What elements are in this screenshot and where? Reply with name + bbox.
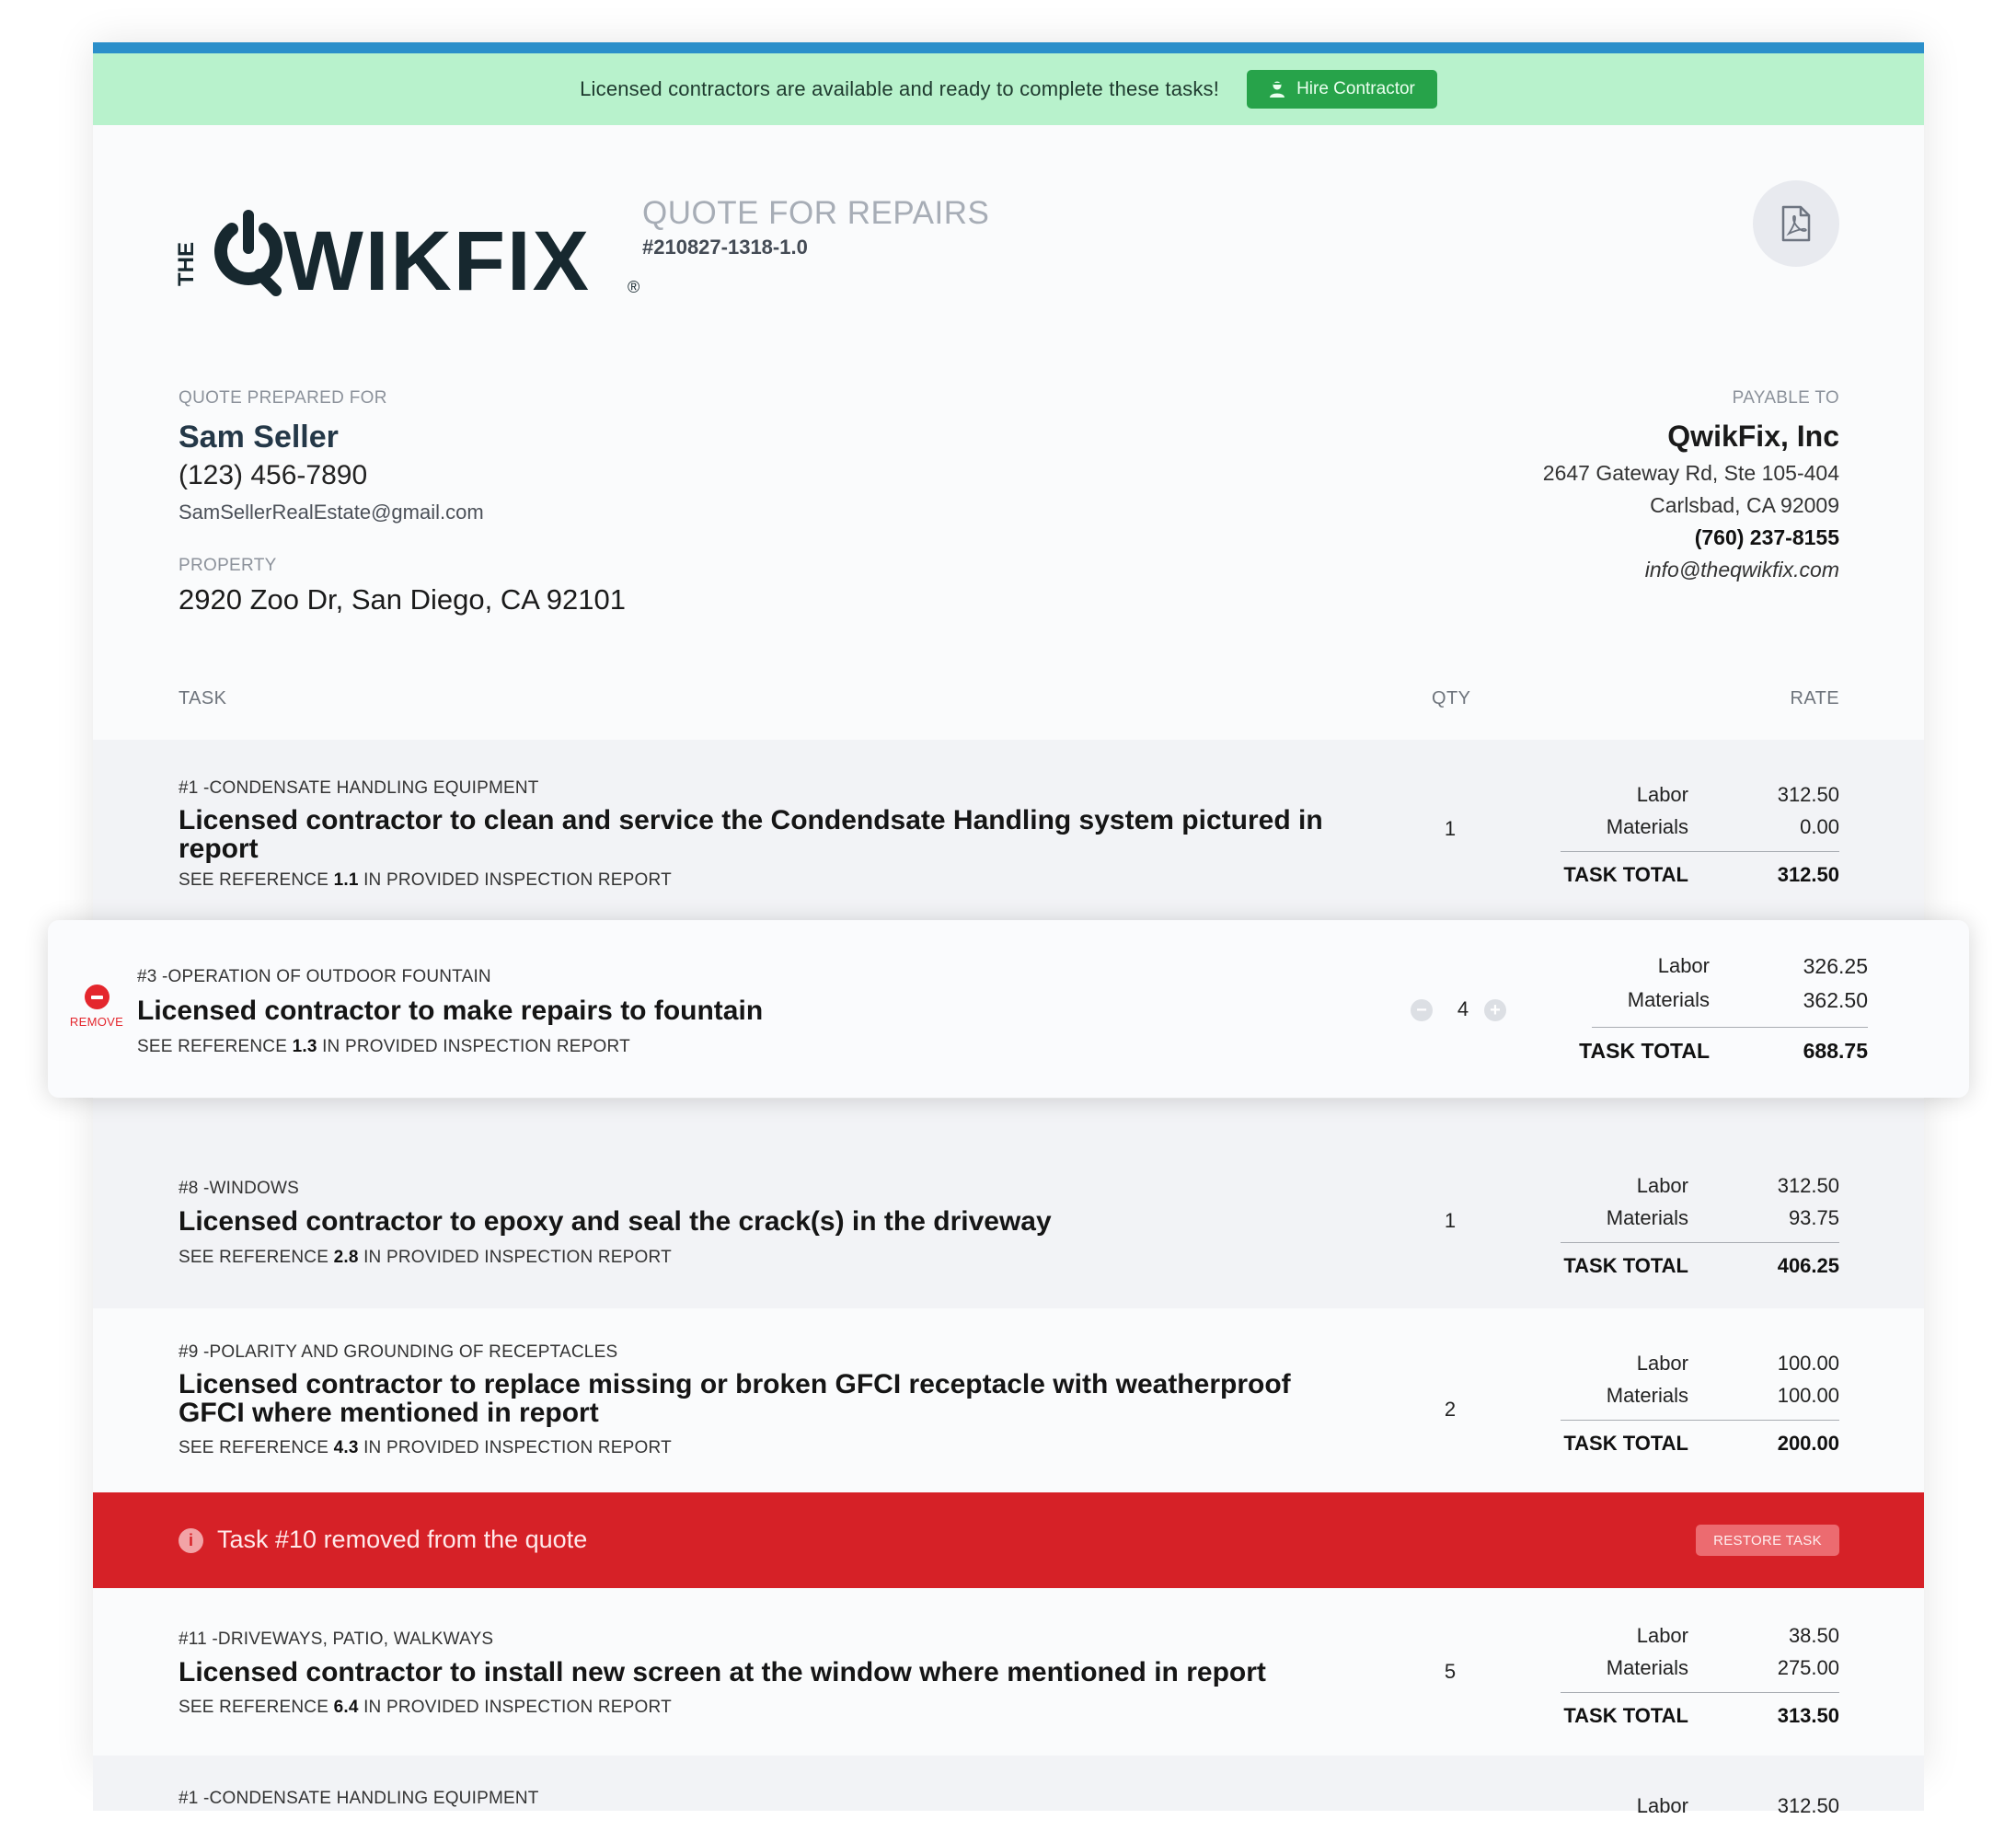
materials-value: 100.00: [1777, 1384, 1839, 1407]
qwikfix-logo: [174, 180, 644, 308]
task-row: [93, 1099, 1924, 1308]
task-rates: [1561, 783, 1839, 893]
labor-label: Labor: [1636, 1624, 1688, 1647]
logo-wordmark: WIKFIX: [283, 214, 591, 308]
hire-contractor-label: Hire Contractor: [1296, 79, 1415, 98]
materials-value: 93.75: [1788, 1206, 1839, 1229]
task-reference: SEE REFERENCE 6.4 IN PROVIDED INSPECTION REPORT: [179, 1698, 672, 1717]
task-row: [93, 1588, 1924, 1756]
task-rates: [1561, 1352, 1839, 1462]
task-total-value: 688.75: [1803, 1039, 1868, 1063]
task-total-label: TASK TOTAL: [1563, 1704, 1688, 1727]
increase-qty-button[interactable]: +: [1484, 999, 1506, 1021]
column-header-qty: QTY: [1432, 688, 1471, 708]
prepared-for-label: QUOTE PREPARED FOR: [179, 388, 387, 408]
rate-divider: [1592, 1027, 1868, 1028]
registered-mark: ®: [628, 278, 640, 296]
task-row-highlighted: [48, 920, 1969, 1098]
task-qty: 5: [1444, 1660, 1457, 1683]
task-row: [93, 740, 1924, 924]
labor-label: Labor: [1636, 1352, 1688, 1375]
task-rates: [1561, 1794, 1839, 1831]
materials-label: Materials: [1606, 1206, 1688, 1229]
task-category: #1 -CONDENSATE HANDLING EQUIPMENT: [179, 778, 539, 798]
rate-divider: [1561, 1420, 1839, 1421]
logo-power-q: [221, 215, 276, 291]
materials-label: Materials: [1606, 1384, 1688, 1407]
task-removed-notice: [93, 1492, 1924, 1588]
property-label: PROPERTY: [179, 556, 277, 575]
task-title: Licensed contractor to make repairs to fountain: [137, 996, 764, 1026]
task-rates: [1561, 1624, 1839, 1734]
materials-label: Materials: [1627, 988, 1710, 1011]
client-email: SamSellerRealEstate@gmail.com: [179, 501, 484, 524]
payee-email: info@theqwikfix.com: [1644, 558, 1839, 582]
labor-label: Labor: [1657, 954, 1710, 977]
payable-to-block: [1543, 388, 1839, 582]
task-total-value: 200.00: [1777, 1432, 1839, 1455]
property-address: 2920 Zoo Dr, San Diego, CA 92101: [179, 583, 626, 616]
task-total-value: 313.50: [1777, 1704, 1839, 1727]
logo-the-text: THE: [174, 242, 199, 286]
task-category: #9 -POLARITY AND GROUNDING OF RECEPTACLES: [179, 1342, 618, 1362]
labor-value: 312.50: [1777, 783, 1839, 806]
quote-card: [93, 42, 1924, 1817]
labor-value: 100.00: [1777, 1352, 1839, 1375]
task-reference: SEE REFERENCE 1.3 IN PROVIDED INSPECTION REPORT: [137, 1037, 630, 1056]
rate-divider: [1561, 1692, 1839, 1693]
task-reference: SEE REFERENCE 2.8 IN PROVIDED INSPECTION REPORT: [179, 1248, 672, 1267]
task-category: #3 -OPERATION OF OUTDOOR FOUNTAIN: [137, 967, 491, 986]
quote-title: QUOTE FOR REPAIRS: [642, 195, 990, 231]
materials-label: Materials: [1606, 1656, 1688, 1679]
decrease-qty-button[interactable]: −: [1411, 999, 1433, 1021]
labor-value: 38.50: [1788, 1624, 1839, 1647]
banner-message: Licensed contractors are available and ready to complete these tasks!: [580, 77, 1220, 100]
task-total-label: TASK TOTAL: [1579, 1039, 1710, 1063]
labor-label: Labor: [1636, 783, 1688, 806]
task-rates: [1579, 954, 1868, 1065]
materials-value: 0.00: [1800, 815, 1839, 838]
rate-divider: [1561, 851, 1839, 852]
task-qty: 2: [1444, 1398, 1457, 1421]
task-total-value: 312.50: [1777, 863, 1839, 886]
task-title: Licensed contractor to clean and service the Condendsate Handling system pictured in report: [179, 805, 1323, 864]
client-name: Sam Seller: [179, 420, 339, 455]
task-reference: SEE REFERENCE 1.1 IN PROVIDED INSPECTION REPORT: [179, 870, 672, 890]
remove-icon: [85, 985, 109, 1009]
task-total-label: TASK TOTAL: [1563, 1432, 1688, 1455]
task-category: #1 -CONDENSATE HANDLING EQUIPMENT: [179, 1789, 539, 1808]
materials-label: Materials: [1606, 815, 1688, 838]
column-header-task: TASK: [179, 688, 227, 708]
quote-number: #210827-1318-1.0: [642, 236, 808, 259]
column-header-rate: RATE: [1790, 688, 1839, 708]
remove-task-button[interactable]: [64, 985, 129, 1029]
info-icon: i: [179, 1528, 203, 1553]
payee-company: QwikFix, Inc: [1667, 420, 1839, 453]
labor-value: 326.25: [1803, 954, 1868, 978]
task-category: #11 -DRIVEWAYS, PATIO, WALKWAYS: [179, 1629, 494, 1649]
restore-task-button[interactable]: RESTORE TASK: [1696, 1525, 1839, 1556]
task-title: Licensed contractor to replace missing or broken GFCI receptacle with weatherproof GFCI where mentioned in report: [179, 1369, 1291, 1428]
contractor-banner: [93, 53, 1924, 125]
task-title: Licensed contractor to install new screen at the window where mentioned in report: [179, 1657, 1266, 1687]
task-row: [93, 1756, 1924, 1817]
task-category: #8 -WINDOWS: [179, 1179, 299, 1198]
labor-value: 312.50: [1777, 1174, 1839, 1197]
task-row: [93, 1308, 1924, 1492]
labor-value: 312.50: [1777, 1794, 1839, 1817]
labor-label: Labor: [1636, 1174, 1688, 1197]
task-total-value: 406.25: [1777, 1254, 1839, 1277]
hire-contractor-button[interactable]: [1247, 70, 1437, 109]
task-qty: 1: [1444, 817, 1457, 840]
payee-address-line1: 2647 Gateway Rd, Ste 105-404: [1542, 461, 1839, 485]
task-rates: [1561, 1174, 1839, 1284]
removed-message: Task #10 removed from the quote: [217, 1526, 588, 1553]
task-qty: 4: [1457, 997, 1469, 1020]
task-total-label: TASK TOTAL: [1563, 863, 1688, 886]
materials-value: 275.00: [1777, 1656, 1839, 1679]
materials-value: 362.50: [1803, 988, 1868, 1012]
task-qty: 1: [1444, 1209, 1457, 1232]
client-phone: (123) 456-7890: [179, 460, 368, 490]
labor-label: Labor: [1636, 1794, 1688, 1817]
payable-to-label: PAYABLE TO: [1732, 388, 1839, 408]
contractor-icon: [1269, 80, 1285, 98]
task-title: Licensed contractor to epoxy and seal the crack(s) in the driveway: [179, 1206, 1052, 1237]
top-accent-bar: [93, 42, 1924, 53]
payee-address-line2: Carlsbad, CA 92009: [1650, 493, 1839, 517]
task-total-label: TASK TOTAL: [1563, 1254, 1688, 1277]
remove-label: REMOVE: [69, 1015, 124, 1029]
download-pdf-button[interactable]: [1753, 180, 1839, 267]
payee-phone: (760) 237-8155: [1694, 525, 1839, 549]
rate-divider: [1561, 1242, 1839, 1243]
pdf-icon: [1780, 205, 1813, 242]
task-reference: SEE REFERENCE 4.3 IN PROVIDED INSPECTION REPORT: [179, 1438, 672, 1457]
